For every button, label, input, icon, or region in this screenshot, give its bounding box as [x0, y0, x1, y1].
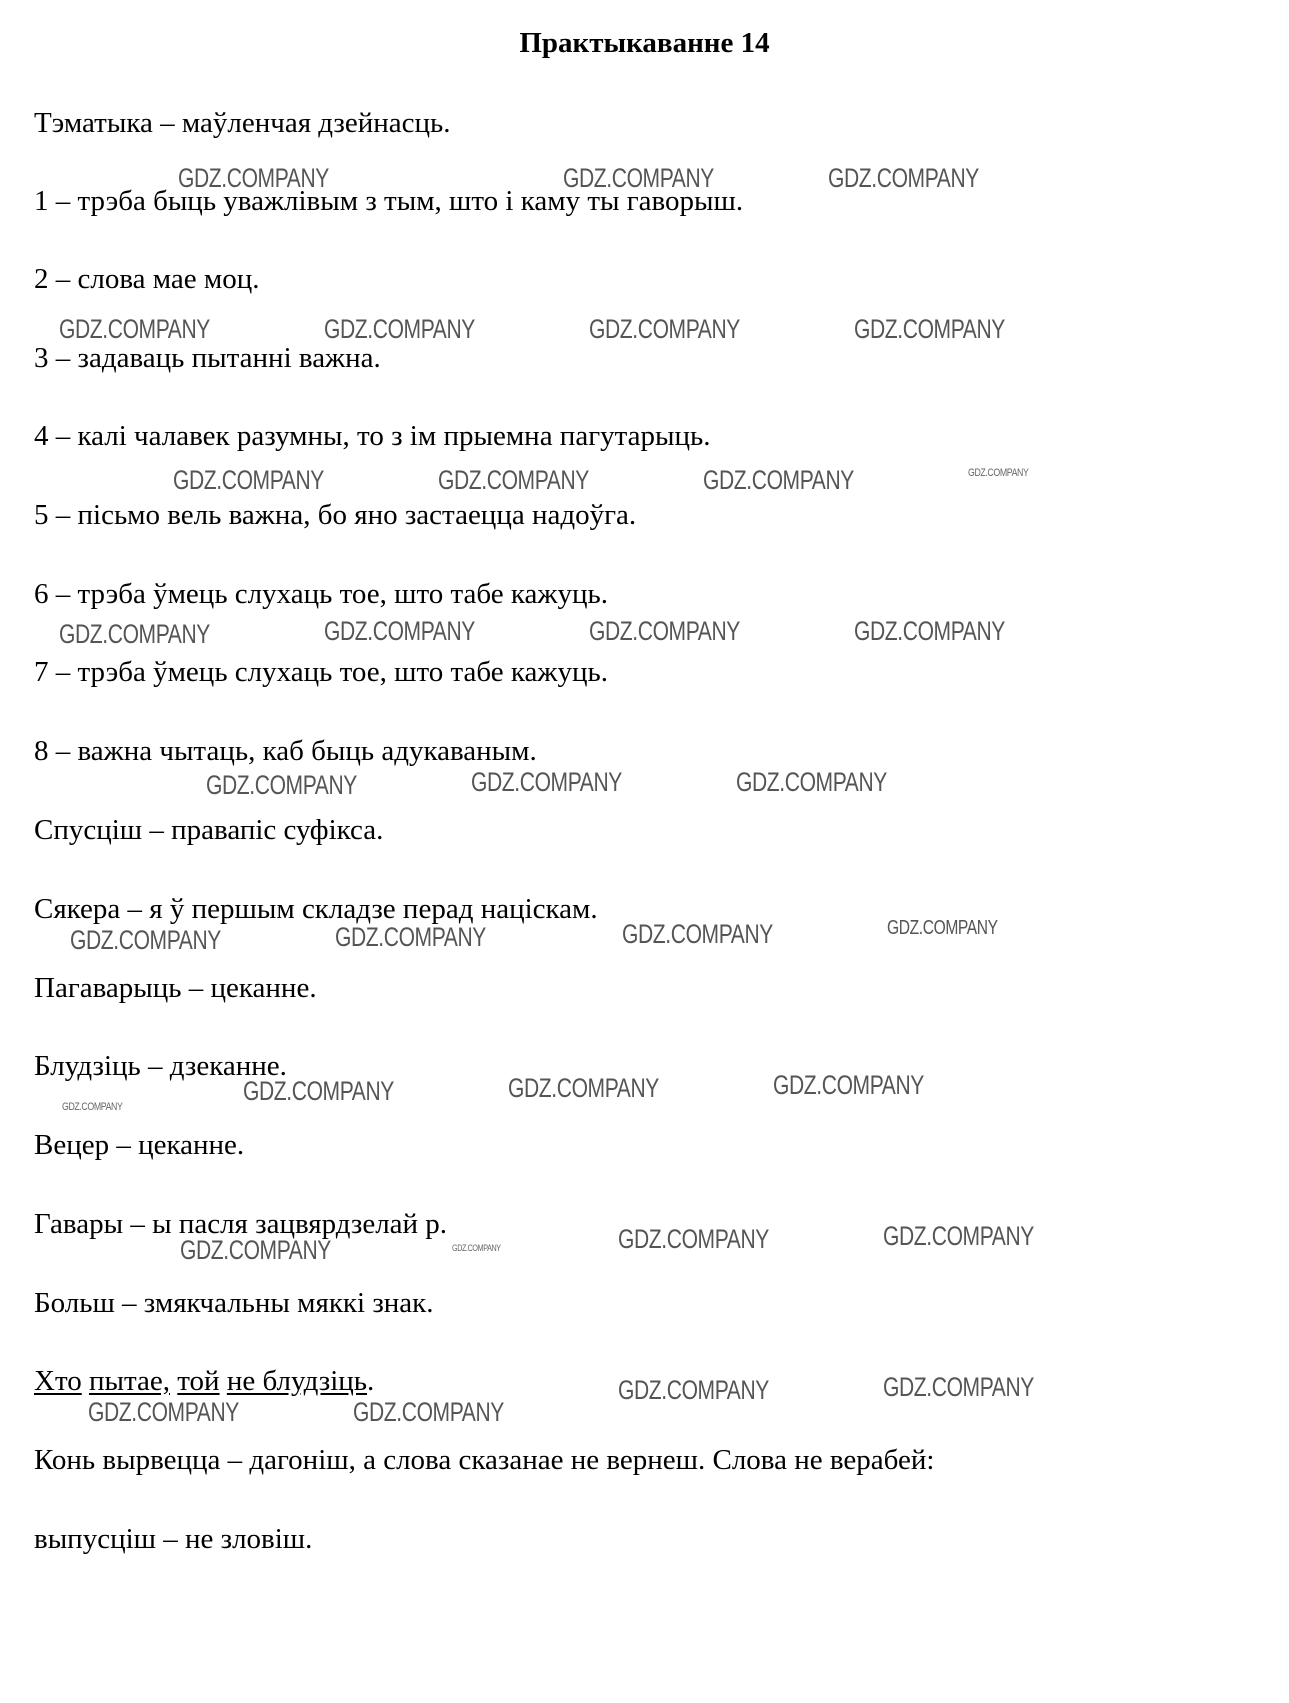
watermark: GDZ.COMPANY [180, 1235, 331, 1265]
proverb-line [34, 1365, 374, 1398]
text-line: выпусціш – не зловіш. [34, 1523, 313, 1555]
text-line: 8 – важна чытаць, каб быць адукаваным. [34, 735, 537, 767]
text-line: Тэматыка – маўленчая дзейнасць. [34, 107, 451, 139]
watermark: GDZ.COMPANY [703, 465, 854, 495]
watermark: GDZ.COMPANY [854, 616, 1005, 646]
watermark: GDZ.COMPANY [335, 922, 486, 952]
underlined-word: пытае, [88, 1365, 171, 1397]
watermark: GDZ.COMPANY [70, 925, 221, 955]
watermark: GDZ.COMPANY [452, 1243, 501, 1253]
punctuation: . [367, 1365, 375, 1397]
text-line: Блудзіць – дзеканне. [34, 1050, 287, 1082]
page-title: Практыкаванне 14 [519, 27, 770, 59]
text-line: 4 – калі чалавек разумны, то з ім прыемна пагутарыць. [34, 420, 711, 452]
watermark: GDZ.COMPANY [883, 1372, 1034, 1402]
watermark: GDZ.COMPANY [563, 163, 714, 193]
watermark: GDZ.COMPANY [508, 1073, 659, 1103]
watermark: GDZ.COMPANY [324, 314, 475, 344]
watermark: GDZ.COMPANY [968, 467, 1029, 479]
watermark: GDZ.COMPANY [438, 465, 589, 495]
watermark: GDZ.COMPANY [589, 314, 740, 344]
watermark: GDZ.COMPANY [773, 1070, 924, 1100]
text-line: Пагаварыць – цеканне. [34, 972, 317, 1004]
watermark: GDZ.COMPANY [471, 767, 622, 797]
watermark: GDZ.COMPANY [243, 1076, 394, 1106]
text-line: Гавары – ы пасля зацвярдзелай р. [34, 1208, 448, 1240]
watermark: GDZ.COMPANY [883, 1221, 1034, 1251]
watermark: GDZ.COMPANY [173, 465, 324, 495]
watermark: GDZ.COMPANY [854, 314, 1005, 344]
text-line: 6 – трэба ўмець слухаць тое, што табе кажуць. [34, 578, 608, 610]
watermark: GDZ.COMPANY [324, 616, 475, 646]
watermark: GDZ.COMPANY [178, 163, 329, 193]
watermark: GDZ.COMPANY [736, 767, 887, 797]
watermark: GDZ.COMPANY [88, 1397, 239, 1427]
text-line: Конь вырвецца – дагоніш, а слова сказанае не вернеш. Слова не верабей: [34, 1444, 935, 1476]
watermark: GDZ.COMPANY [618, 1224, 769, 1254]
text-line: 5 – пісьмо вель важна, бо яно застаецца надоўга. [34, 499, 637, 531]
underlined-word: той [177, 1365, 220, 1397]
watermark: GDZ.COMPANY [618, 1375, 769, 1405]
watermark: GDZ.COMPANY [353, 1397, 504, 1427]
text-line: 3 – задаваць пытанні важна. [34, 342, 381, 374]
underlined-word: Хто [34, 1365, 82, 1397]
text-line: Спусціш – правапіс суфікса. [34, 814, 384, 846]
text-line: Вецер – цеканне. [34, 1129, 245, 1161]
text-line: Сякера – я ў першым складзе перад націскам. [34, 893, 598, 925]
watermark: GDZ.COMPANY [59, 619, 210, 649]
watermark: GDZ.COMPANY [887, 917, 998, 939]
text-line: 2 – слова мае моц. [34, 263, 260, 295]
watermark: GDZ.COMPANY [828, 163, 979, 193]
text-line: 1 – трэба быць уважлівым з тым, што і каму ты гаворыш. [34, 185, 744, 217]
watermark: GDZ.COMPANY [62, 1101, 123, 1113]
watermark: GDZ.COMPANY [589, 616, 740, 646]
underlined-word: не блудзіць [226, 1365, 368, 1397]
text-line: Больш – змякчальны мяккі знак. [34, 1287, 434, 1319]
watermark: GDZ.COMPANY [622, 919, 773, 949]
text-line: 7 – трэба ўмець слухаць тое, што табе кажуць. [34, 656, 608, 688]
watermark: GDZ.COMPANY [206, 770, 357, 800]
watermark: GDZ.COMPANY [59, 314, 210, 344]
